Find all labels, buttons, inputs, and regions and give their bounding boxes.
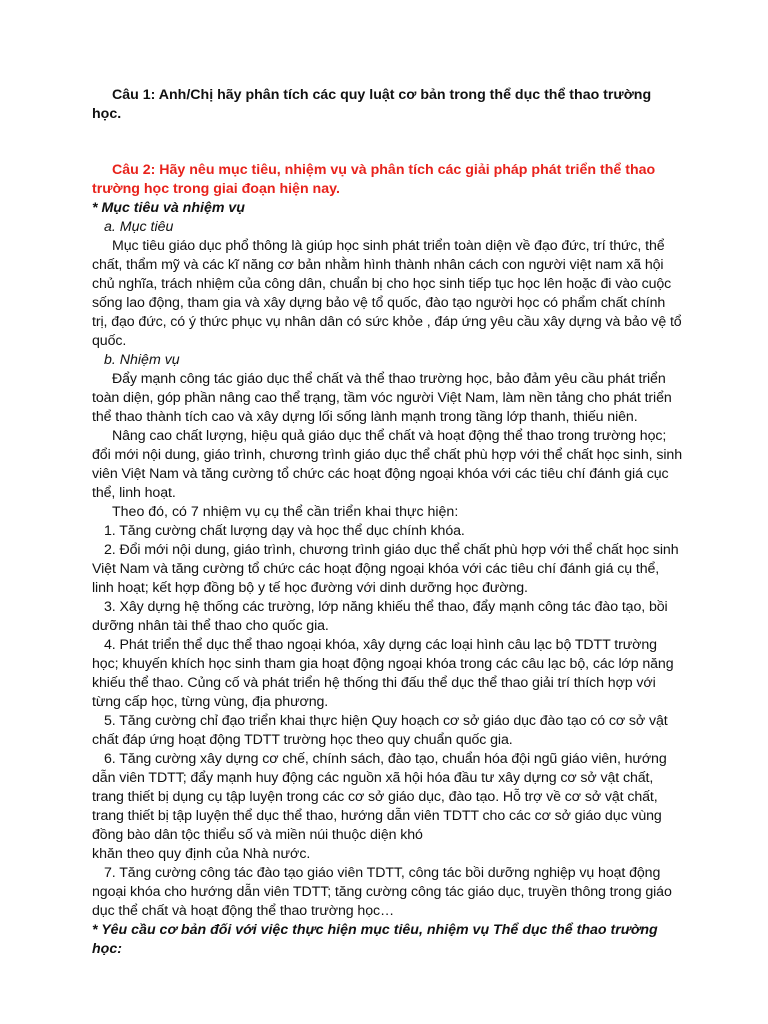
task-item-7: 7. Tăng cường công tác đào tạo giáo viên TDTT, công tác bồi dưỡng nghiệp vụ hoạt động ngoại khóa cho hướng dẫn viên TDTT; tăng cường công tác giáo dục, truyền thông trong giáo dục thể chất và hoạt động thể thao trường học… (92, 865, 672, 919)
section-goals-tasks-heading: * Mục tiêu và nhiệm vụ (92, 200, 245, 216)
goal-subheading: a. Mục tiêu (104, 219, 174, 235)
task-item-4: 4. Phát triển thể dục thể thao ngoại khóa, xây dựng các loại hình câu lạc bộ TDTT trường học; khuyến khích học sinh tham gia hoạt động ngoại khóa trong các câu lạc bộ, các lớp năng khiếu thể thao. Củng cố và phát triển hệ thống thi đấu thể dục thể thao giải trí thích hợp với từng cấp học, từng vùng, địa phương. (92, 637, 674, 710)
task-subheading: b. Nhiệm vụ (104, 352, 180, 368)
document-content (92, 86, 684, 959)
task-intro: Theo đó, có 7 nhiệm vụ cụ thể cần triển khai thực hiện: (112, 504, 459, 520)
question-1: Câu 1: Anh/Chị hãy phân tích các quy luật cơ bản trong thể dục thể thao trường học. (92, 87, 652, 122)
task-item-2: 2. Đổi mới nội dung, giáo trình, chương trình giáo dục thể chất phù hợp với thể chất học sinh Việt Nam và tăng cường tổ chức các hoạt động ngoại khóa với các tiêu chí đánh giá cụ thể, linh hoạt; kết hợp đồng bộ y tế học đường với dinh dưỡng học đường. (92, 542, 679, 596)
goal-paragraph: Mục tiêu giáo dục phổ thông là giúp học sinh phát triển toàn diện về đạo đức, trí thức, thể chất, thẩm mỹ và các kĩ năng cơ bản nhằm hình thành nhân cách con người việt nam xã hội chủ nghĩa, trách nhiệm của công dân, chuẩn bị cho học sinh tiếp tục học lên hoặc đi vào cuộc sống lao động, tham gia và xây dựng bảo vệ tổ quốc, đào tạo người học có phẩm chất chính trị, đạo đức, có ý thức phục vụ nhân dân có sức khỏe , đáp ứng yêu cầu xây dựng và bảo vệ tổ quốc. (92, 238, 682, 349)
task-item-5: 5. Tăng cường chỉ đạo triển khai thực hiện Quy hoạch cơ sở giáo dục đào tạo có cơ sở vật chất đáp ứng hoạt động TDTT trường học theo quy chuẩn quốc gia. (92, 713, 668, 748)
task-item-6-continuation: khăn theo quy định của Nhà nước. (92, 846, 311, 862)
task-item-6: 6. Tăng cường xây dựng cơ chế, chính sách, đào tạo, chuẩn hóa đội ngũ giáo viên, hướng dẫn viên TDTT; đẩy mạnh huy động các nguồn xã hội hóa đầu tư xây dựng cơ sở vật chất, trang thiết bị dụng cụ tập luyện trong các cơ sở giáo dục, đào tạo. Hỗ trợ về cơ sở vật chất, trang thiết bị tập luyện thể dục thể thao, hướng dẫn viên TDTT cho các cơ sở giáo dục vùng đồng bào dân tộc thiểu số và miền núi thuộc diện khó (92, 751, 667, 843)
task-paragraph-2: Nâng cao chất lượng, hiệu quả giáo dục thể chất và hoạt động thể thao trong trường học; đổi mới nội dung, giáo trình, chương trình giáo dục thể chất phù hợp với thể chất học sinh, sinh viên Việt Nam và tăng cường tổ chức các hoạt động ngoại khóa với các tiêu chí đánh giá cục thể, linh hoạt. (92, 428, 682, 501)
task-paragraph-1: Đẩy mạnh công tác giáo dục thể chất và thể thao trường học, bảo đảm yêu cầu phát triển toàn diện, góp phần nâng cao thể trạng, tầm vóc người Việt Nam, làm nền tảng cho phát triển thể thao thành tích cao và xây dựng lối sống lành mạnh trong tầng lớp thanh, thiếu niên. (92, 371, 672, 425)
requirements-heading: * Yêu cầu cơ bản đối với việc thực hiện mục tiêu, nhiệm vụ Thể dục thể thao trường học: (92, 922, 658, 957)
task-item-3: 3. Xây dựng hệ thống các trường, lớp năng khiếu thể thao, đẩy mạnh công tác đào tạo, bồi dưỡng nhân tài thể thao cho quốc gia. (92, 599, 668, 634)
question-2: Câu 2: Hãy nêu mục tiêu, nhiệm vụ và phân tích các giải pháp phát triển thể thao trường học trong giai đoạn hiện nay. (92, 162, 656, 197)
task-item-1: 1. Tăng cường chất lượng dạy và học thể dục chính khóa. (104, 523, 465, 539)
